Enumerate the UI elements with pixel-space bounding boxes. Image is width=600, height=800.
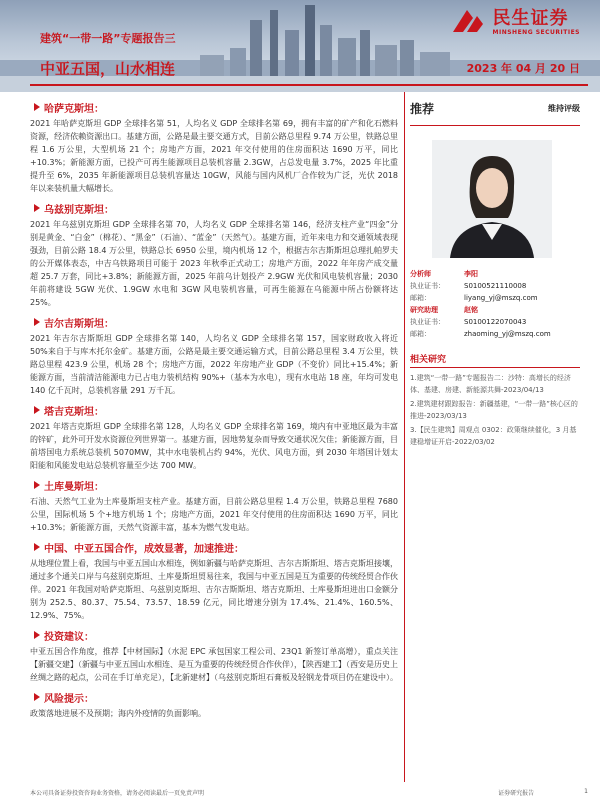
related-research-heading: 相关研究	[410, 355, 447, 365]
report-date: 2023 年 04 月 20 日	[466, 62, 580, 75]
section-body: 2021 年乌兹别克斯坦 GDP 全球排名第 70，人均名义 GDP 全球排名第 146，经济支柱产业“四金”分别是黄金、“白金”（棉花）、“黑金”（石油）、“蓝金”（天然气）。基建方面，近年来电力和交通领域表现强劲，目前公路 18.4 万公里，铁路总长 6950 公里，境内机场 12 个，根据吉尔吉斯斯坦总理扎帕罗夫的公开媒体表态，中吉乌铁路项目可能于 2023 年秋季正式动工；房地产方面，2022 年年房产成交量超 25.7 万套，同比+3.8%；新能源方面，2025 年前乌计划投产 2.9GW 光伏和风电装机容量；2030 年前将建设 5GW 光伏、1.9GW 水电和 3GW 风电装机容量，可再生能源在乌能源中所占份额将达 25%。	[30, 220, 398, 307]
arrow-right-icon	[34, 103, 40, 111]
section-heading-text: 塔吉克斯坦：	[44, 406, 104, 418]
section	[30, 478, 398, 534]
section-heading-text: 吉尔吉斯斯坦：	[44, 318, 114, 330]
sidebar	[410, 100, 580, 450]
section-heading	[34, 540, 398, 554]
related-item[interactable]: 3.【民生建筑】周观点 0302：政策继续催化，3 月基建稳增证开启-2022/03/02	[410, 426, 577, 446]
section-heading	[34, 315, 398, 329]
section-body: 政策落地进展不及预期；海内外疫情的负面影响。	[30, 709, 206, 718]
minsheng-logo-icon	[449, 6, 487, 38]
section	[30, 100, 398, 195]
related-divider	[410, 367, 580, 368]
analyst-email[interactable]: liyang_yj@mszq.com	[464, 294, 538, 302]
rating-divider	[410, 125, 580, 126]
arrow-right-icon	[34, 631, 40, 639]
company-logo	[449, 6, 581, 38]
section-body: 从地理位置上看，我国与中亚五国山水相连，例如新疆与哈萨克斯坦、吉尔吉斯斯坦、塔吉克斯坦接壤，通过多个通关口岸与乌兹别克斯坦、土库曼斯坦贸易往来，我国与中亚五国是互为重要的传统经贸合作伙伴。2021 年我国对哈萨克斯坦、乌兹别克斯坦、吉尔吉斯斯坦、塔吉克斯坦、土库曼斯坦进出口金额分别为 252.5、80.37、75.54、73.57、18.59 亿元，同比增速分别为 17.4%、21.4%、160.5%、12.9%、75%。	[30, 559, 398, 620]
section-heading	[34, 201, 398, 215]
section-body: 2021 年哈萨克斯坦 GDP 全球排名第 51，人均名义 GDP 全球排名第 69，拥有丰富的矿产和化石燃料资源，经济依赖资源出口。基建方面，公路是最主要交通方式，目前公路总里程 9.74 万公里，铁路总里程 1.6 万公里，大型机场 21 个；房地产方面，2021 年交付使用的住房面积达 1690 万平，同比+10.3%；新能源方面，已投产可再生能源项目总装机容量 2.3GW，占总发电量 3.7%，2025 年比重提升至 6%，2035 年新能源项目总装机容量达 10GW，风能与国内风机厂合作较为广泛，光伏 2018 年以来装机量大幅增长。	[30, 119, 398, 193]
cert-label: 执业证书：	[410, 282, 445, 290]
section-heading	[34, 403, 398, 417]
analyst-cert: S0100521110008	[464, 282, 527, 290]
section-heading-text: 投资建议：	[44, 631, 94, 643]
report-type: 证券研究报告	[498, 790, 535, 797]
email-label: 邮箱：	[410, 294, 431, 302]
cert-label: 执业证书：	[410, 318, 445, 326]
assistant-email[interactable]: zhaoming_yj@mszq.com	[464, 330, 551, 338]
arrow-right-icon	[34, 543, 40, 551]
section	[30, 628, 398, 684]
email-label: 邮箱：	[410, 330, 431, 338]
arrow-right-icon	[34, 204, 40, 212]
section-body: 2021 年塔吉克斯坦 GDP 全球排名第 128，人均名义 GDP 全球排名第 169，境内有中亚地区最为丰富的锌矿，此外可开发水资源位列世界第一。基建方面，因地势复杂而导致交通状况欠佳；新能源方面，目前塔国电力系统总装机 5070MW，其中水电装机占约 94%，光伏、风电方面，到 2030 年塔国计划太阳能和风能发电站总装机容量至少达 700 MW。	[30, 422, 398, 470]
section-body: 中亚五国合作角度，推荐【中材国际】（水泥 EPC 承包国家工程公司、23Q1 新签订单高增），重点关注【新疆交建】（新疆与中亚五国山水相连、是互为重要的传统经贸合作伙伴），【陕西建工】（西安是历史上丝绸之路的起点，公司在手订单充足），【北新建材】（乌兹别克斯坦石膏板及轻钢龙骨项目仍在建设中）。	[30, 647, 398, 682]
section	[30, 201, 398, 309]
column-divider	[404, 92, 405, 782]
section-heading-text: 乌兹别克斯坦：	[44, 204, 114, 216]
page-number: 1	[584, 788, 588, 795]
rating-row	[410, 100, 580, 117]
assistant-cert: S0100122070043	[464, 318, 527, 326]
analyst-photo	[432, 140, 552, 258]
section	[30, 690, 398, 720]
section-heading-text: 哈萨克斯坦：	[44, 103, 104, 115]
section-heading-text: 土库曼斯坦：	[44, 481, 104, 493]
arrow-right-icon	[34, 318, 40, 326]
arrow-right-icon	[34, 693, 40, 701]
disclaimer-note: 本公司具备证券投资咨询业务资格，请务必阅读最后一页免责声明	[30, 790, 205, 797]
section	[30, 403, 398, 472]
analyst-info	[410, 268, 580, 340]
section-heading-text: 风险提示：	[44, 693, 94, 705]
header-divider	[30, 84, 588, 86]
section-heading	[34, 628, 398, 642]
analyst-label: 分析师	[410, 270, 431, 278]
section	[30, 315, 398, 397]
section-body: 2021 年吉尔吉斯斯坦 GDP 全球排名第 140，人均名义 GDP 全球排名第 157，国家财政收入将近 50%来自于与库木托尔金矿。基建方面，公路是最主要交通运输方式，目前公路总里程 3.4 万公里，铁路总里程 423.9 公里，机场 28 个；房地产方面，2022 年房地产业 GDP（不变价）同比+15.4%；新能源方面，当前清洁能源电力已占电力装机结构 90%+（基本为水电），现有水电站 18 座，年均可发电 140 亿千瓦时，总装机容量 291 万千瓦。	[30, 334, 398, 395]
arrow-right-icon	[34, 406, 40, 414]
section-heading-text: 中国、中亚五国合作，成效显著，加速推进：	[44, 543, 244, 555]
arrow-right-icon	[34, 481, 40, 489]
related-item[interactable]: 2.建筑建材跟踪报告：新疆基建，“一带一路”核心区的推进-2023/03/13	[410, 400, 578, 420]
related-item[interactable]: 1.建筑“一带一路”专题报告二：沙特：高增长的经济体、基建、房建、新能源共舞-2023/04/13	[410, 374, 571, 394]
section-heading	[34, 100, 398, 114]
section-heading	[34, 478, 398, 492]
rating-label: 推荐	[410, 102, 435, 116]
page-footer	[30, 788, 588, 797]
section-body: 石油、天然气工业为土库曼斯坦支柱产业。基建方面，目前公路总里程 1.4 万公里，铁路总里程 7680 公里，国际机场 5 个+地方机场 1 个；房地产方面，2021 年交付使用的住房面积达 1690 万平，同比+10.3%；新能源方面，天然气资源丰富，基本为燃气发电站。	[30, 497, 398, 532]
logo-chinese-name: 民生证券	[492, 7, 569, 29]
assistant-name: 赵铭	[464, 306, 478, 314]
section-heading	[34, 690, 398, 704]
analyst-name: 李阳	[464, 270, 478, 278]
main-content	[30, 100, 398, 726]
section	[30, 540, 398, 622]
logo-english-name: MINSHENG SECURITIES	[492, 28, 580, 36]
related-research-list	[410, 372, 580, 448]
report-series: 建筑“一带一路”专题报告三	[40, 32, 176, 45]
page-title: 中亚五国，山水相连	[40, 60, 176, 78]
assistant-label: 研究助理	[410, 306, 438, 314]
rating-value: 维持评级	[548, 104, 580, 113]
